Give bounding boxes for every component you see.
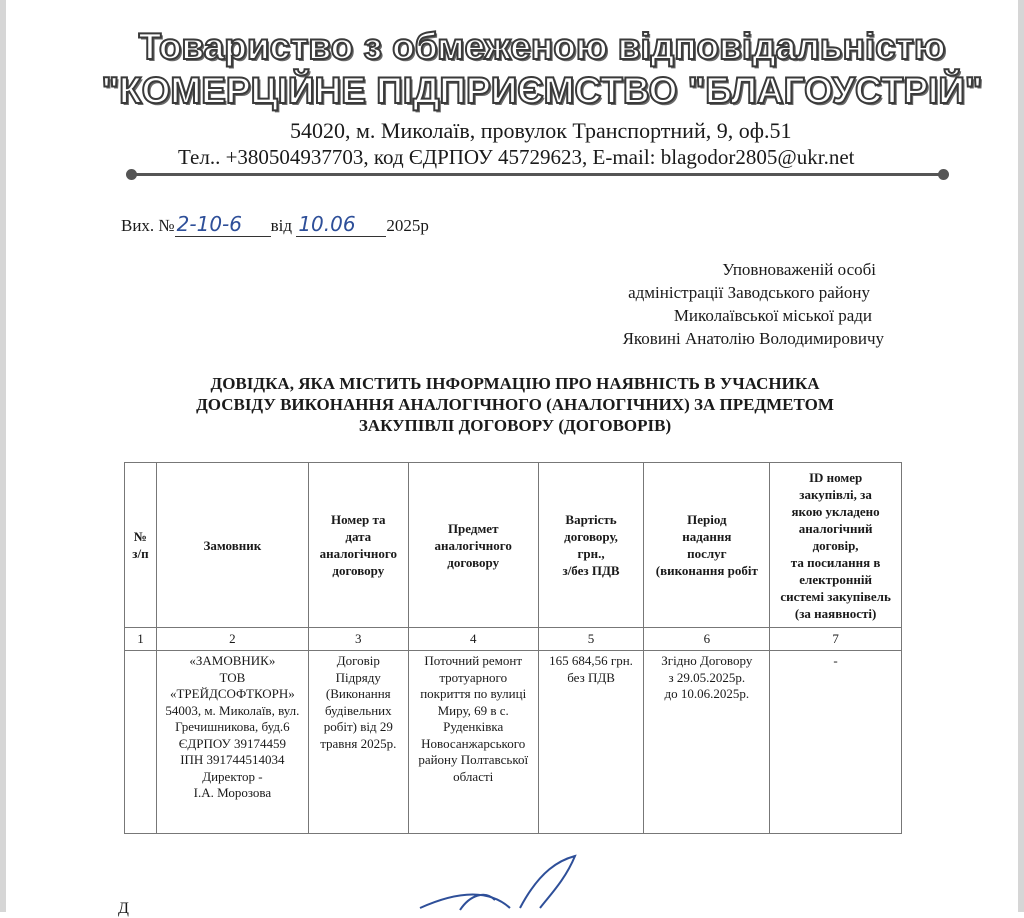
- column-number: 6: [644, 628, 770, 651]
- column-header: [538, 463, 644, 628]
- table-cell: [538, 651, 644, 834]
- table-cell: [156, 651, 308, 834]
- experience-table: [124, 462, 902, 834]
- header-text: системі закупівель: [780, 588, 891, 604]
- header-text: з/п: [132, 546, 149, 561]
- cell-text: Гречишникова, буд.6: [175, 719, 290, 734]
- cell-text: Підряду: [335, 669, 381, 685]
- header-text: (виконання робіт: [655, 563, 758, 578]
- scan-edge-right: [1018, 0, 1024, 912]
- cell-text: ТОВ: [219, 669, 246, 685]
- cell-text: -: [833, 653, 838, 668]
- header-text: Номер та: [331, 512, 386, 527]
- table-row: [125, 651, 902, 834]
- header-text: послуг: [687, 546, 727, 561]
- header-divider: [130, 173, 945, 176]
- cell-text: Згідно Договору: [661, 653, 753, 668]
- cell-text: І.А. Морозова: [193, 785, 272, 800]
- header-text: договір,: [812, 537, 859, 553]
- addressee-line: адміністрації Заводського району: [628, 283, 870, 302]
- column-number: 5: [538, 628, 644, 651]
- cell-text: району Полтавської: [418, 752, 529, 767]
- cell-text: з 29.05.2025р.: [668, 669, 746, 685]
- header-text: надання: [682, 529, 732, 544]
- header-text: грн.,: [577, 546, 605, 561]
- scan-edge-left: [0, 0, 6, 912]
- cell-text: Миру, 69 в с.: [437, 702, 509, 718]
- table-cell: [644, 651, 770, 834]
- cell-text: «ТРЕЙДСОФТКОРН»: [169, 686, 295, 701]
- column-header: [308, 463, 408, 628]
- cell-text: до 10.06.2025р.: [664, 686, 750, 701]
- column-header: [156, 463, 308, 628]
- column-header: [125, 463, 157, 628]
- addressee-line: Яковині Анатолію Володимировичу: [622, 329, 884, 348]
- table-header-row: [125, 463, 902, 628]
- cell-text: (Виконання: [325, 686, 391, 701]
- cell-text: Поточний ремонт: [424, 653, 523, 668]
- header-text: №: [133, 529, 147, 544]
- cell-text: Договір: [336, 653, 380, 668]
- table-numbering-row: [125, 628, 902, 651]
- header-text: якою укладено: [791, 503, 880, 519]
- header-text: аналогічного: [319, 546, 397, 561]
- company-name-line1: Товариство з обмеженою відповідальністю: [138, 26, 946, 67]
- header-text: дата: [345, 529, 372, 544]
- title-line: ЗАКУПІВЛІ ДОГОВОРУ (ДОГОВОРІВ): [358, 416, 672, 435]
- column-header: [408, 463, 538, 628]
- cell-text: робіт) від 29: [323, 719, 393, 734]
- cell-text: Новосанжарського: [421, 735, 526, 751]
- addressee-line: Уповноваженій особі: [722, 260, 876, 279]
- cell-text: 165 684,56 грн.: [549, 653, 633, 668]
- cell-text: області: [453, 768, 494, 784]
- header-text: закупівлі, за: [799, 486, 872, 502]
- outgoing-year: 2025р: [386, 216, 429, 235]
- cell-text: ІПН 391744514034: [180, 752, 285, 767]
- cell-text: травня 2025р.: [320, 735, 397, 751]
- cell-text: Директор -: [202, 768, 263, 784]
- header-text: (за наявності): [794, 605, 877, 621]
- cell-text: покриття по вулиці: [420, 686, 527, 701]
- title-line: ДОСВІДУ ВИКОНАННЯ АНАЛОГІЧНОГО (АНАЛОГІЧНИХ) ЗА ПРЕДМЕТОМ: [196, 395, 834, 414]
- title-line: ДОВІДКА, ЯКА МІСТИТЬ ІНФОРМАЦІЮ ПРО НАЯВНІСТЬ В УЧАСНИКА: [210, 374, 820, 393]
- header-text: з/без ПДВ: [562, 563, 620, 578]
- footer-text-fragment: Д: [118, 900, 129, 917]
- document-title: [120, 373, 910, 436]
- header-text: аналогічний: [798, 520, 873, 536]
- cell-text: Руденківка: [443, 719, 504, 734]
- column-number: 7: [770, 628, 902, 651]
- header-text: Предмет: [447, 520, 499, 536]
- column-header: [770, 463, 902, 628]
- outgoing-date-handwritten: 10.06: [296, 212, 386, 237]
- header-text: ID номер: [808, 469, 863, 485]
- addressee-line: Миколаївської міської ради: [673, 306, 872, 325]
- column-number: 1: [125, 628, 157, 651]
- table-cell: [125, 651, 157, 834]
- outgoing-prefix: Вих. №: [121, 216, 175, 235]
- header-text: електронній: [799, 571, 872, 587]
- signature-image: [400, 850, 620, 912]
- cell-text: будівельних: [324, 702, 392, 718]
- outgoing-from-label: від: [270, 216, 293, 235]
- cell-text: 54003, м. Миколаїв, вул.: [165, 702, 300, 718]
- header-text: аналогічного: [434, 537, 512, 553]
- header-text: договору,: [564, 529, 618, 544]
- column-number: 2: [156, 628, 308, 651]
- cell-text: ЄДРПОУ 39174459: [178, 735, 286, 751]
- table-cell: [308, 651, 408, 834]
- company-contacts: Тел.. +380504937703, код ЄДРПОУ 45729623, E-mail: blagodor2805@ukr.net: [178, 145, 855, 169]
- header-text: Період: [687, 512, 727, 527]
- cell-text: без ПДВ: [567, 669, 615, 685]
- column-header: [644, 463, 770, 628]
- cell-text: тротуарного: [439, 669, 508, 685]
- table-cell: [770, 651, 902, 834]
- header-text: Замовник: [203, 537, 262, 553]
- company-address: 54020, м. Миколаїв, провулок Транспортний, 9, оф.51: [290, 118, 792, 143]
- company-name-line2: "КОМЕРЦІЙНЕ ПІДПРИЄМСТВО "БЛАГОУСТРІЙ": [101, 70, 983, 111]
- header-text: Вартість: [565, 512, 617, 527]
- table-cell: [408, 651, 538, 834]
- header-text: договору: [447, 554, 500, 570]
- header-text: договору: [332, 563, 385, 578]
- outgoing-reference: [121, 212, 429, 237]
- addressee-block: [623, 258, 884, 350]
- column-number: 4: [408, 628, 538, 651]
- outgoing-number-handwritten: 2-10-6: [175, 212, 271, 237]
- column-number: 3: [308, 628, 408, 651]
- cell-text: «ЗАМОВНИК»: [189, 653, 276, 668]
- header-text: та посилання в: [790, 554, 881, 570]
